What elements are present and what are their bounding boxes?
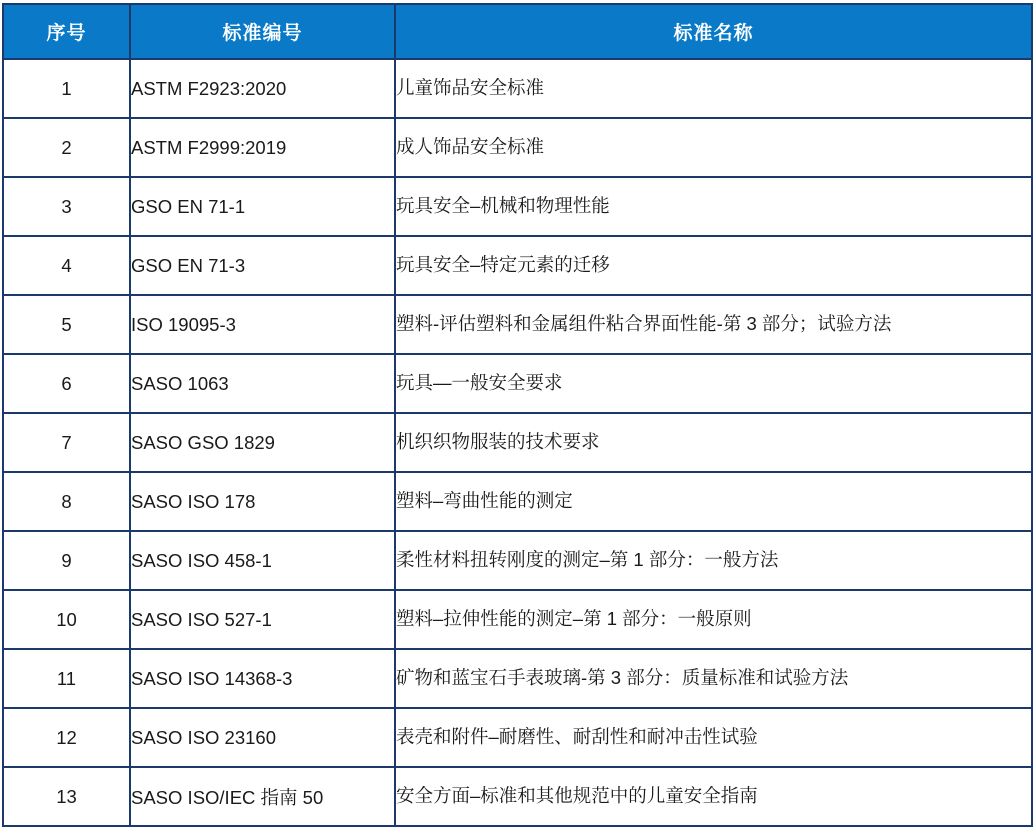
cell-name: 塑料–拉伸性能的测定–第 1 部分：一般原则 [395, 590, 1032, 649]
cell-name: 矿物和蓝宝石手表玻璃-第 3 部分：质量标准和试验方法 [395, 649, 1032, 708]
cell-code: SASO ISO 178 [130, 472, 395, 531]
table-header-row [3, 4, 1032, 59]
cell-no: 12 [3, 708, 130, 767]
cell-code: SASO ISO 14368-3 [130, 649, 395, 708]
table-row [3, 118, 1032, 177]
cell-code: GSO EN 71-1 [130, 177, 395, 236]
cell-no: 11 [3, 649, 130, 708]
cell-code: ASTM F2923:2020 [130, 59, 395, 118]
cell-no: 5 [3, 295, 130, 354]
cell-code: SASO ISO/IEC 指南 50 [130, 767, 395, 826]
column-header-name: 标准名称 [395, 4, 1032, 59]
cell-code: SASO 1063 [130, 354, 395, 413]
table-row [3, 472, 1032, 531]
cell-name: 安全方面–标准和其他规范中的儿童安全指南 [395, 767, 1032, 826]
cell-no: 3 [3, 177, 130, 236]
cell-name: 玩具安全–特定元素的迁移 [395, 236, 1032, 295]
cell-name: 表壳和附件–耐磨性、耐刮性和耐冲击性试验 [395, 708, 1032, 767]
table-body [3, 59, 1032, 826]
cell-code: ISO 19095-3 [130, 295, 395, 354]
table-row [3, 236, 1032, 295]
standards-table-container [0, 3, 1033, 827]
cell-name: 柔性材料扭转刚度的测定–第 1 部分：一般方法 [395, 531, 1032, 590]
cell-name: 塑料-评估塑料和金属组件粘合界面性能-第 3 部分；试验方法 [395, 295, 1032, 354]
cell-no: 10 [3, 590, 130, 649]
cell-code: GSO EN 71-3 [130, 236, 395, 295]
standards-table [2, 3, 1033, 827]
cell-code: SASO ISO 527-1 [130, 590, 395, 649]
cell-name: 塑料–弯曲性能的测定 [395, 472, 1032, 531]
table-header [3, 4, 1032, 59]
table-row [3, 295, 1032, 354]
table-row [3, 413, 1032, 472]
cell-no: 7 [3, 413, 130, 472]
cell-no: 1 [3, 59, 130, 118]
cell-code: SASO ISO 458-1 [130, 531, 395, 590]
column-header-code: 标准编号 [130, 4, 395, 59]
cell-no: 8 [3, 472, 130, 531]
table-row [3, 590, 1032, 649]
cell-code: ASTM F2999:2019 [130, 118, 395, 177]
cell-code: SASO ISO 23160 [130, 708, 395, 767]
cell-no: 6 [3, 354, 130, 413]
column-header-no: 序号 [3, 4, 130, 59]
table-row [3, 177, 1032, 236]
cell-no: 2 [3, 118, 130, 177]
table-row [3, 354, 1032, 413]
cell-name: 玩具—一般安全要求 [395, 354, 1032, 413]
cell-name: 成人饰品安全标准 [395, 118, 1032, 177]
cell-name: 机织织物服装的技术要求 [395, 413, 1032, 472]
cell-name: 玩具安全–机械和物理性能 [395, 177, 1032, 236]
table-row [3, 767, 1032, 826]
cell-code: SASO GSO 1829 [130, 413, 395, 472]
cell-no: 9 [3, 531, 130, 590]
table-row [3, 649, 1032, 708]
cell-name: 儿童饰品安全标准 [395, 59, 1032, 118]
cell-no: 4 [3, 236, 130, 295]
table-row [3, 59, 1032, 118]
cell-no: 13 [3, 767, 130, 826]
table-row [3, 708, 1032, 767]
table-row [3, 531, 1032, 590]
